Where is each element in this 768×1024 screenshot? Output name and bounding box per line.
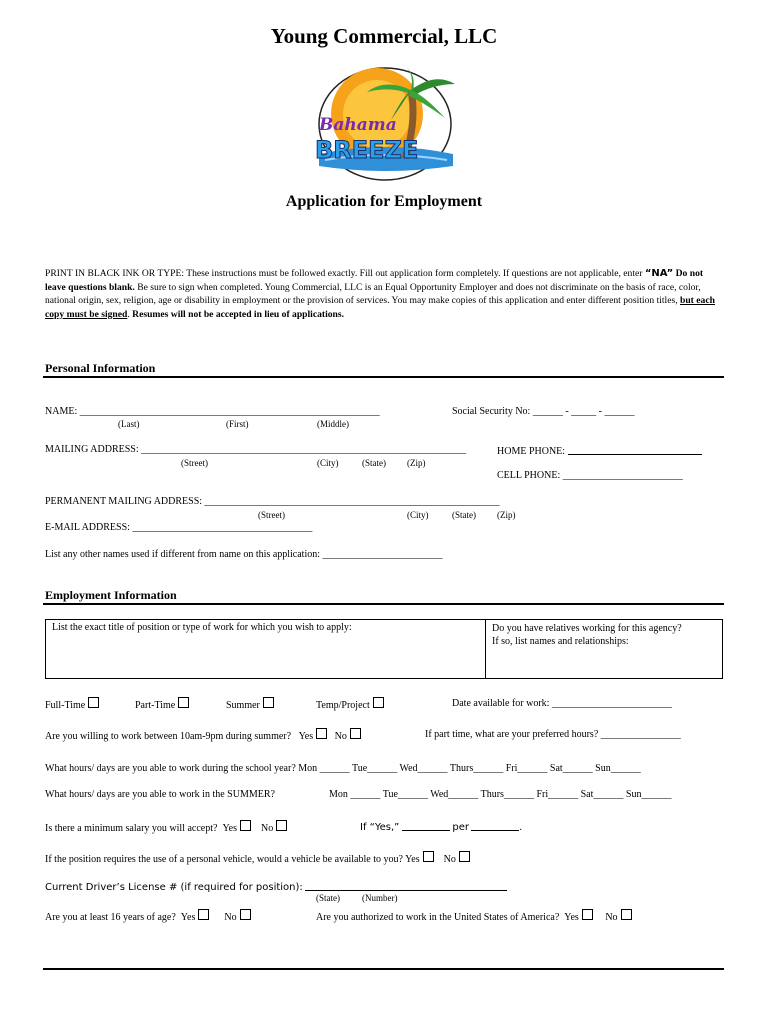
part-time-option[interactable] bbox=[135, 697, 189, 711]
ssn-field[interactable]: Social Security No: ______ - _____ - ______ bbox=[452, 406, 635, 417]
company-name: Young Commercial, LLC bbox=[270, 24, 498, 48]
summer-label: Summer bbox=[226, 700, 260, 711]
school-year-hours-field[interactable]: What hours/ days are you able to work during the school year? Mon ______ Tue______ Wed______ Thurs______ Fri______ Sat______ Sun______ bbox=[45, 763, 641, 774]
vehicle-label: If the position requires the use of a personal vehicle, would a vehicle be available to you? bbox=[45, 854, 403, 865]
instructions-signed: but each copy must be signed bbox=[45, 295, 715, 320]
salary-amount-input[interactable] bbox=[402, 820, 450, 831]
logo-breeze-text: BREEZE bbox=[315, 136, 419, 164]
mailing-address-field[interactable]: MAILING ADDRESS: _________________________________________________________________ bbox=[45, 444, 467, 455]
min-salary-amount: If “Yes,” per . bbox=[360, 822, 522, 833]
perm-city-caption: (City) bbox=[407, 510, 429, 520]
instructions-text-3: . bbox=[127, 308, 133, 320]
vehicle-question bbox=[45, 851, 470, 865]
name-last-caption: (Last) bbox=[118, 419, 140, 429]
no-label: No bbox=[443, 854, 456, 865]
min-salary-yes-checkbox[interactable] bbox=[240, 820, 251, 831]
perm-street-caption: (Street) bbox=[258, 510, 285, 520]
summer-hours-label-2: What hours/ days are you able to work in the SUMMER? bbox=[45, 789, 275, 800]
salary-period-input[interactable] bbox=[471, 820, 519, 831]
instructions-na: “NA” bbox=[644, 268, 674, 279]
work-authorization-label: Are you authorized to work in the United States of America? bbox=[316, 912, 560, 923]
personal-info-heading: Personal Information bbox=[45, 361, 156, 375]
summer-hours-question bbox=[45, 728, 361, 742]
name-first-caption: (First) bbox=[226, 419, 249, 429]
age-question bbox=[45, 909, 251, 923]
position-title-box[interactable] bbox=[45, 619, 486, 679]
mailing-state-caption: (State) bbox=[362, 458, 386, 468]
yes-label: Yes bbox=[298, 731, 314, 742]
per-label: per bbox=[452, 822, 469, 833]
position-title-prompt: List the exact title of position or type of work for which you wish to apply: bbox=[52, 622, 352, 633]
summer-hours-yes-checkbox[interactable] bbox=[316, 728, 327, 739]
license-number-caption: (Number) bbox=[362, 893, 398, 903]
mailing-street-caption: (Street) bbox=[181, 458, 208, 468]
mailing-zip-caption: (Zip) bbox=[407, 458, 426, 468]
if-yes-label: If “Yes,” bbox=[360, 822, 400, 833]
permanent-address-field[interactable]: PERMANENT MAILING ADDRESS: ___________________________________________________________ bbox=[45, 496, 500, 507]
relatives-list-prompt: If so, list names and relationships: bbox=[492, 636, 629, 647]
no-label: No bbox=[605, 912, 618, 923]
part-time-checkbox[interactable] bbox=[178, 697, 189, 708]
part-time-label: Part-Time bbox=[135, 700, 176, 711]
no-label: No bbox=[334, 731, 347, 742]
summer-option[interactable] bbox=[226, 697, 274, 711]
home-phone-label: HOME PHONE: bbox=[497, 446, 566, 457]
summer-checkbox[interactable] bbox=[263, 697, 274, 708]
employment-info-heading: Employment Information bbox=[45, 588, 177, 602]
min-salary-label: Is there a minimum salary you will accept? bbox=[45, 823, 218, 834]
name-middle-caption: (Middle) bbox=[317, 419, 349, 429]
vehicle-no-checkbox[interactable] bbox=[459, 851, 470, 862]
relatives-question: Do you have relatives working for this agency? bbox=[492, 623, 682, 634]
temp-project-checkbox[interactable] bbox=[373, 697, 384, 708]
vehicle-yes-checkbox[interactable] bbox=[423, 851, 434, 862]
relatives-prompt bbox=[492, 622, 682, 648]
perm-state-caption: (State) bbox=[452, 510, 476, 520]
yes-label: Yes bbox=[405, 854, 420, 865]
yes-label: Yes bbox=[180, 912, 196, 923]
authorized-no-checkbox[interactable] bbox=[621, 909, 632, 920]
age-no-checkbox[interactable] bbox=[240, 909, 251, 920]
cell-phone-field[interactable]: CELL PHONE: ________________________ bbox=[497, 470, 683, 481]
preferred-hours-field[interactable]: If part time, what are your preferred hours? ________________ bbox=[425, 729, 681, 740]
instructions-text-2: Be sure to sign when completed. Young Commercial, LLC is an Equal Opportunity Employer and does not discriminate on the basis of race, color, national origin, sex, religion, age or disability in employment or the provision of services. You may make copies of this application and enter different position titles, bbox=[45, 281, 701, 306]
other-names-field[interactable]: List any other names used if different from name on this application: ________________________ bbox=[45, 549, 443, 560]
min-salary-question bbox=[45, 820, 287, 834]
date-available-field[interactable]: Date available for work: ________________________ bbox=[452, 698, 672, 709]
license-label: Current Driver’s License # (if required for position): bbox=[45, 882, 303, 893]
name-field[interactable]: NAME: ____________________________________________________________ bbox=[45, 406, 380, 417]
license-row bbox=[45, 880, 507, 893]
license-input[interactable] bbox=[305, 880, 507, 891]
home-phone-row bbox=[497, 444, 702, 457]
no-label: No bbox=[261, 823, 274, 834]
yes-label: Yes bbox=[564, 912, 579, 923]
logo-graphic bbox=[305, 62, 465, 182]
section-divider bbox=[43, 603, 724, 605]
section-divider bbox=[43, 376, 724, 378]
license-state-caption: (State) bbox=[316, 893, 340, 903]
form-title: Application for Employment bbox=[285, 193, 483, 210]
full-time-label: Full-Time bbox=[45, 700, 86, 711]
summer-days-field[interactable]: Mon ______ Tue______ Wed______ Thurs______ Fri______ Sat______ Sun______ bbox=[329, 789, 672, 800]
age-yes-checkbox[interactable] bbox=[198, 909, 209, 920]
instructions-paragraph bbox=[45, 267, 725, 321]
instructions-resumes: Resumes will not be accepted in lieu of applications. bbox=[132, 308, 345, 320]
home-phone-input[interactable] bbox=[568, 444, 702, 455]
authorized-yes-checkbox[interactable] bbox=[582, 909, 593, 920]
summer-hours-no-checkbox[interactable] bbox=[350, 728, 361, 739]
yes-label: Yes bbox=[222, 823, 238, 834]
work-authorization-question bbox=[316, 909, 632, 923]
age-label: Are you at least 16 years of age? bbox=[45, 912, 176, 923]
temp-project-label: Temp/Project bbox=[316, 700, 370, 711]
logo-bahama-text: Bahama bbox=[319, 115, 397, 135]
relatives-box[interactable] bbox=[485, 619, 723, 679]
summer-hours-label: Are you willing to work between 10am-9pm during summer? bbox=[45, 731, 292, 742]
min-salary-no-checkbox[interactable] bbox=[276, 820, 287, 831]
no-label: No bbox=[224, 912, 237, 923]
email-field[interactable]: E-MAIL ADDRESS: ____________________________________ bbox=[45, 522, 313, 533]
full-time-option[interactable] bbox=[45, 697, 99, 711]
page-bottom-rule bbox=[43, 968, 724, 970]
instructions-no-blank: Do not leave questions blank. bbox=[45, 268, 704, 293]
mailing-city-caption: (City) bbox=[317, 458, 339, 468]
instructions-text-1: PRINT IN BLACK INK OR TYPE: These instructions must be followed exactly. Fill out application form completely. If questions are not applicable, enter bbox=[45, 268, 645, 279]
full-time-checkbox[interactable] bbox=[88, 697, 99, 708]
bahama-breeze-logo bbox=[305, 62, 465, 182]
temp-project-option[interactable] bbox=[316, 697, 384, 711]
perm-zip-caption: (Zip) bbox=[497, 510, 516, 520]
